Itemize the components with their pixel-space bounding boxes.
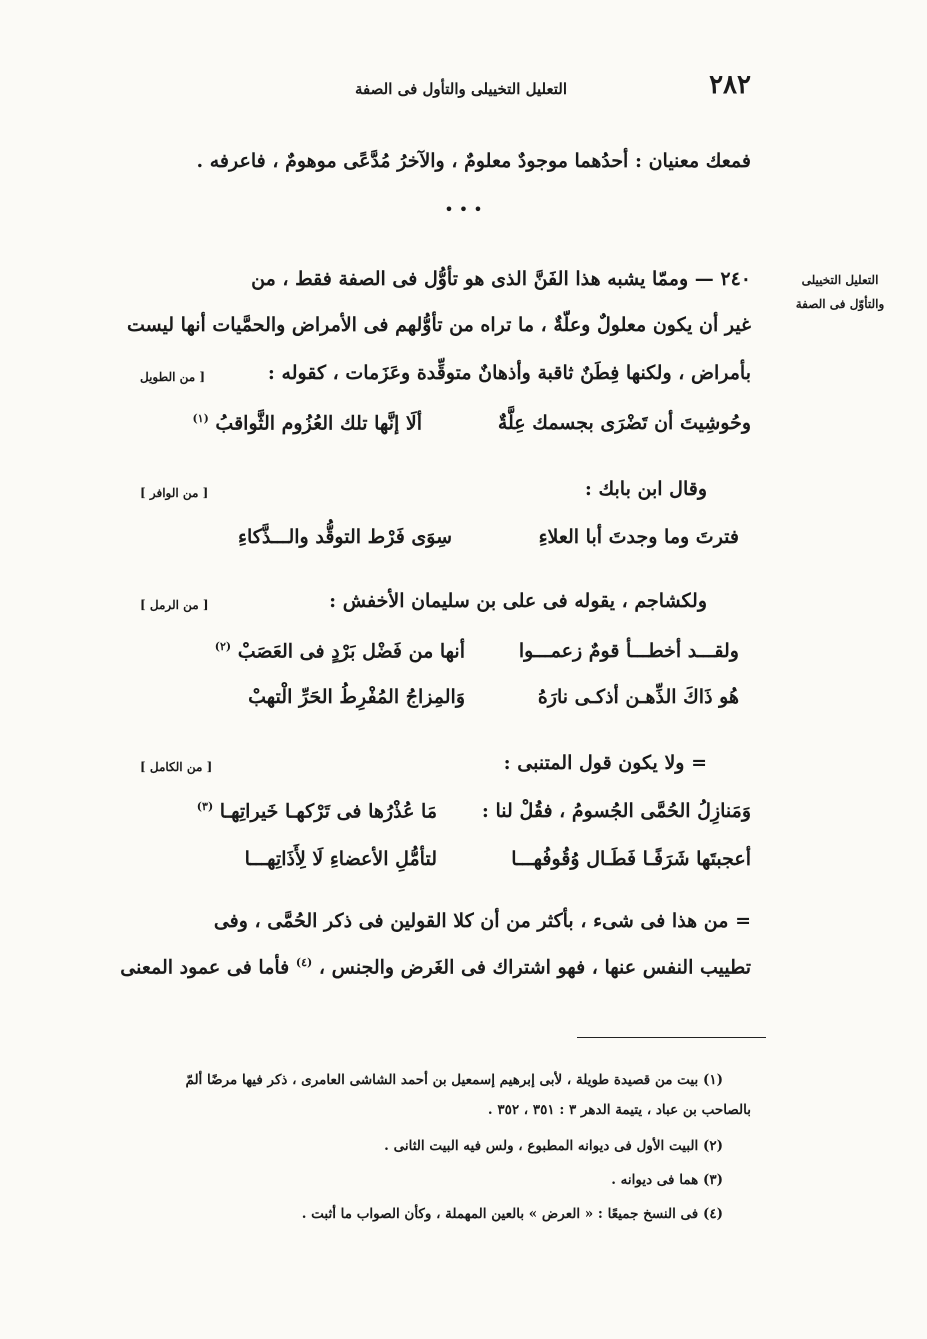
mutanabbi-intro: = ولا يكون قول المتنبى : xyxy=(503,752,707,774)
verse-2-first-hemistich: فترتَ وما وجدتَ أبا العلاءِ xyxy=(538,526,739,548)
verse-3-first-hemistich: ولقـــد أخطـــأ قومٌ زعمـــوا xyxy=(518,640,739,662)
meter-label: [ من الرمل ] xyxy=(140,598,209,612)
kushajim-intro: ولكشاجم ، يقوله فى على بن سليمان الأخفش : xyxy=(329,590,707,612)
verse-4-first-hemistich: هُو ذَاكَ الذِّهـن أذكـى نارَهُ xyxy=(537,686,739,708)
page-number: ٢٨٢ xyxy=(709,70,751,100)
meter-label: [ من الوافر ] xyxy=(140,486,209,500)
verse-4-second-hemistich: وَالمِزاجُ المُفْرِطُ الحَرِّ الْتهبْ xyxy=(248,686,465,708)
footnote-divider xyxy=(577,1037,766,1038)
verse-1-first-hemistich: وحُوشِيتَ أن تَضْرَى بجسمك عِلَّةٌ xyxy=(497,412,751,434)
closing-line-1: = من هذا فى شىء ، بأكثر من أن كلا القولين فى ذكر الحُمَّى ، وفى xyxy=(213,910,751,932)
section-separator: • • • xyxy=(444,200,483,219)
paragraph-240-line-2: غير أن يكون معلولٌ وعلّةٌ ، ما تراه من تأوُّلهم فى الأمراض والحمَّيات أنها ليست xyxy=(126,314,751,336)
verse-6-first-hemistich: أعجبتَها شَرَفًـا فَطَـال وُقُوفُهـــا xyxy=(511,848,751,870)
meter-label: [ من الكامل ] xyxy=(140,760,213,774)
closing-line-2-start: تطييب النفس عنها ، فهو اشتراك فى الغَرض والجنس ، xyxy=(318,956,751,979)
footnote-4: (٤) فى النسخ جميعًا : « العرض » بالعين المهملة ، وكأن الصواب ما أثبت . xyxy=(301,1206,723,1222)
intro-line: فمعك معنيان : أحدُهما موجودٌ معلومٌ ، والآخرُ مُدَّعًى موهومٌ ، فاعرفه . xyxy=(196,150,751,172)
footnote-3: (٣) هما فى ديوانه . xyxy=(611,1172,723,1188)
running-header-title: التعليل التخييلى والتأول فى الصفة xyxy=(355,80,567,98)
footnote-2: (٢) البيت الأول فى ديوانه المطبوع ، ولس فيه البيت الثانى . xyxy=(384,1138,723,1154)
paragraph-240-line-1: ٢٤٠ — وممّا يشبه هذا الفَنَّ الذى هو تأوُّل فى الصفة فقط ، من xyxy=(251,268,751,290)
margin-note: التعليل التخييلى والتأوّل فى الصفة xyxy=(795,273,885,311)
footnote-1-line-1: (١) بيت من قصيدة طويلة ، لأبى إبرهيم إسمعيل بن أحمد الشاشى العامرى ، ذكر فيها مرضًا ألمّ xyxy=(185,1072,723,1088)
closing-line-2 xyxy=(120,956,751,978)
verse-2-second-hemistich: سِوَى فَرْط التوقُّد والـــذَّكاءِ xyxy=(238,526,452,548)
paragraph-240-line-3: بأمراض ، ولكنها فِطَنٌ ثاقبة وأذهانٌ متوقِّدة وعَزَمات ، كقوله : xyxy=(267,362,751,384)
footnote-ref-2: (٢) xyxy=(214,640,232,653)
verse-3-second-text: أنها من فَضْل بَرْدٍ فى العَصَبْ xyxy=(237,640,465,663)
verse-1-second-hemistich xyxy=(192,412,422,434)
footnote-ref-1: (١) xyxy=(192,412,209,425)
ibn-babak-intro: وقال ابن بابك : xyxy=(584,478,707,500)
verse-5-first-hemistich: وَمَنازِلُ الحُمَّى الجُسومُ ، فقُلْ لنا : xyxy=(481,800,751,822)
verse-6-second-hemistich: لتأمُّلِ الأعضاءِ لَا لِأَذَاتِهـــا xyxy=(244,848,437,870)
verse-5-second-hemistich xyxy=(197,800,437,822)
footnote-ref-3: (٣) xyxy=(196,800,214,813)
meter-label: [ من الطويل xyxy=(140,370,206,384)
verse-5-second-text: مَا عُذْرُها فى تَرْكهـا خَيراتِهـا xyxy=(219,800,437,823)
closing-line-2-end: فأما فى عمود المعنى xyxy=(120,956,290,979)
footnote-ref-4: (٤) xyxy=(295,956,313,969)
verse-3-second-hemistich xyxy=(215,640,465,662)
footnote-1-line-2: بالصاحب بن عباد ، يتيمة الدهر ٣ : ٣٥١ ، ٣٥٢ . xyxy=(487,1102,751,1118)
verse-1-second-text: ألَا إنَّها تلك العُزُوم الثَّواقبُ xyxy=(215,412,422,435)
